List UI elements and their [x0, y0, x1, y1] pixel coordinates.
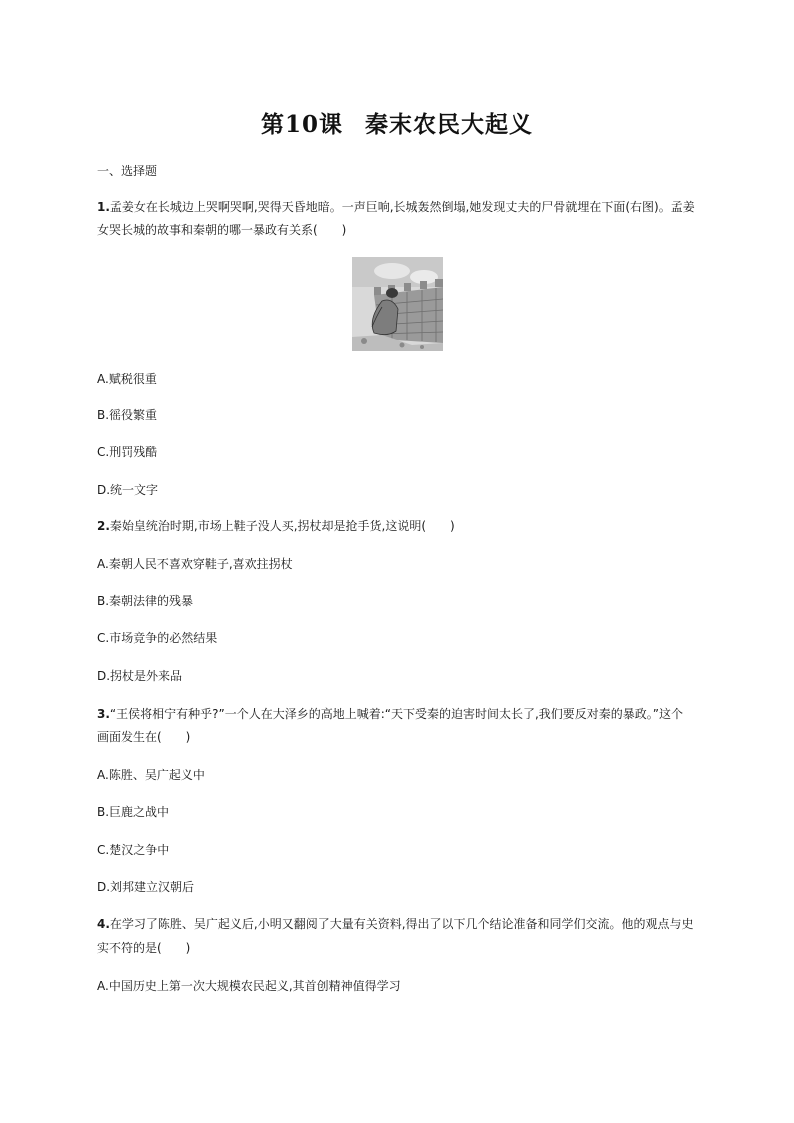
- question-4-option-a: A.中国历史上第一次大规模农民起义,其首创精神值得学习: [97, 979, 401, 993]
- question-4-stem-line-1: 4.在学习了陈胜、吴广起义后,小明又翻阅了大量有关资料,得出了以下几个结论准备和同学们交流。他的观点与史: [97, 917, 694, 931]
- question-3-option-d: D.刘邦建立汉朝后: [97, 880, 195, 894]
- question-3-option-b: B.巨鹿之战中: [97, 805, 170, 819]
- question-1-number: 1.: [97, 200, 110, 214]
- page-title: [0, 106, 794, 139]
- question-3-option-a: A.陈胜、吴广起义中: [97, 768, 205, 782]
- question-2-stem: 2.秦始皇统治时期,市场上鞋子没人买,拐杖却是抢手货,这说明( ): [97, 519, 455, 533]
- question-2-option-c: C.市场竞争的必然结果: [97, 631, 218, 645]
- question-1-option-c: C.刑罚残酷: [97, 445, 158, 459]
- question-4-number: 4.: [97, 917, 110, 931]
- section-heading: 一、选择题: [97, 164, 158, 178]
- question-3-stem-line-1: 3.“王侯将相宁有种乎?”一个人在大泽乡的高地上喊着:“天下受秦的迫害时间太长了,我们要反对秦的暴政。”这个: [97, 707, 684, 721]
- question-3-number: 3.: [97, 707, 110, 721]
- question-4-stem-line-2: 实不符的是( ): [97, 941, 191, 955]
- great-wall-illustration: [352, 257, 443, 351]
- question-2-option-d: D.拐杖是外来品: [97, 669, 183, 683]
- title-topic: 秦末农民大起义: [365, 111, 533, 138]
- question-1-stem-line-2: 女哭长城的故事和秦朝的哪一暴政有关系( ): [97, 223, 347, 237]
- question-2-number: 2.: [97, 519, 110, 533]
- question-3-option-c: C.楚汉之争中: [97, 843, 170, 857]
- question-1-option-b: B.徭役繁重: [97, 408, 158, 422]
- question-2-option-a: A.秦朝人民不喜欢穿鞋子,喜欢拄拐杖: [97, 557, 293, 571]
- question-2-option-b: B.秦朝法律的残暴: [97, 594, 194, 608]
- question-1-option-d: D.统一文字: [97, 483, 159, 497]
- question-3-stem-line-2: 画面发生在( ): [97, 730, 191, 744]
- title-lesson: 第10课: [260, 111, 343, 138]
- question-1-stem-line-1: 1.孟姜女在长城边上哭啊哭啊,哭得天昏地暗。一声巨响,长城轰然倒塌,她发现丈夫的尸骨就埋在下面(右图)。孟姜: [97, 200, 695, 214]
- question-1-option-a: A.赋税很重: [97, 372, 157, 386]
